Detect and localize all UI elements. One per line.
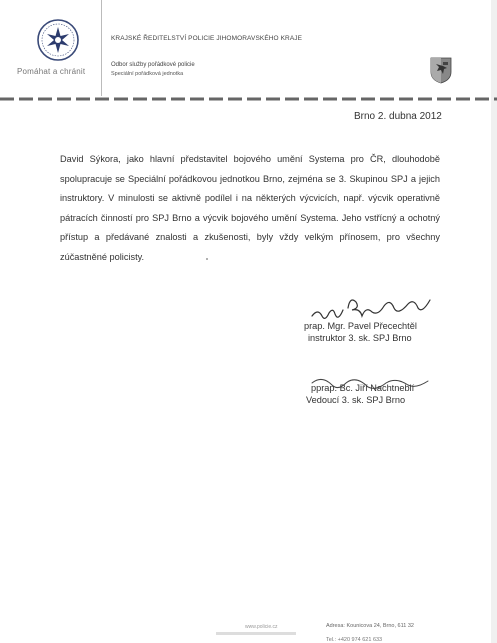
signature-2-name: pprap. Bc. Jiří Nachtneblí	[311, 383, 415, 393]
agency-name: KRAJSKÉ ŘEDITELSTVÍ POLICIE JIHOMORAVSKÉHO KRAJE	[111, 35, 303, 42]
police-star-logo	[36, 18, 80, 62]
letter-date: Brno 2. dubna 2012	[354, 111, 442, 122]
footer-bar	[216, 632, 296, 635]
footer-url: www.policie.cz	[245, 624, 278, 630]
signature-1-name: prap. Mgr. Pavel Přecechtěl	[304, 321, 417, 331]
slogan: Pomáhat a chránit	[17, 67, 86, 76]
footer-phone: Tel.: +420 974 621 633	[326, 637, 383, 643]
signature-2-role: Vedoucí 3. sk. SPJ Brno	[306, 395, 406, 405]
header-separator	[0, 96, 497, 102]
handwritten-signature-1	[310, 292, 458, 324]
department-name: Odbor služby pořádkové policie	[111, 62, 195, 68]
unit-name: Speciální pořádková jednotka	[111, 71, 184, 77]
footer-address: Adresa: Kounicova 24, Brno, 611 32	[326, 623, 414, 629]
scan-speck	[206, 258, 208, 260]
letter-body: David Sýkora, jako hlavní představitel bojového umění Systema pro ČR, dlouhodobě spolupracuje se Speciální pořádkovou jednotkou Brno, zejména se 3. Skupinou SPJ a jejich instruktory. V minulosti se aktivně podílel i na některých výcvicích, např. výcvik operativně pátracích činností pro SPJ Brno a výcvik bojového umění Systema. Jeho vstřícný a ochotný přístup a předávané znalosti a zkušenosti, byly vždy velkým přínosem, pro všechny zúčastněné policisty.	[60, 154, 440, 262]
header-divider	[101, 0, 102, 96]
regional-crest-icon	[430, 57, 452, 84]
signature-1-role: instruktor 3. sk. SPJ Brno	[308, 333, 412, 343]
